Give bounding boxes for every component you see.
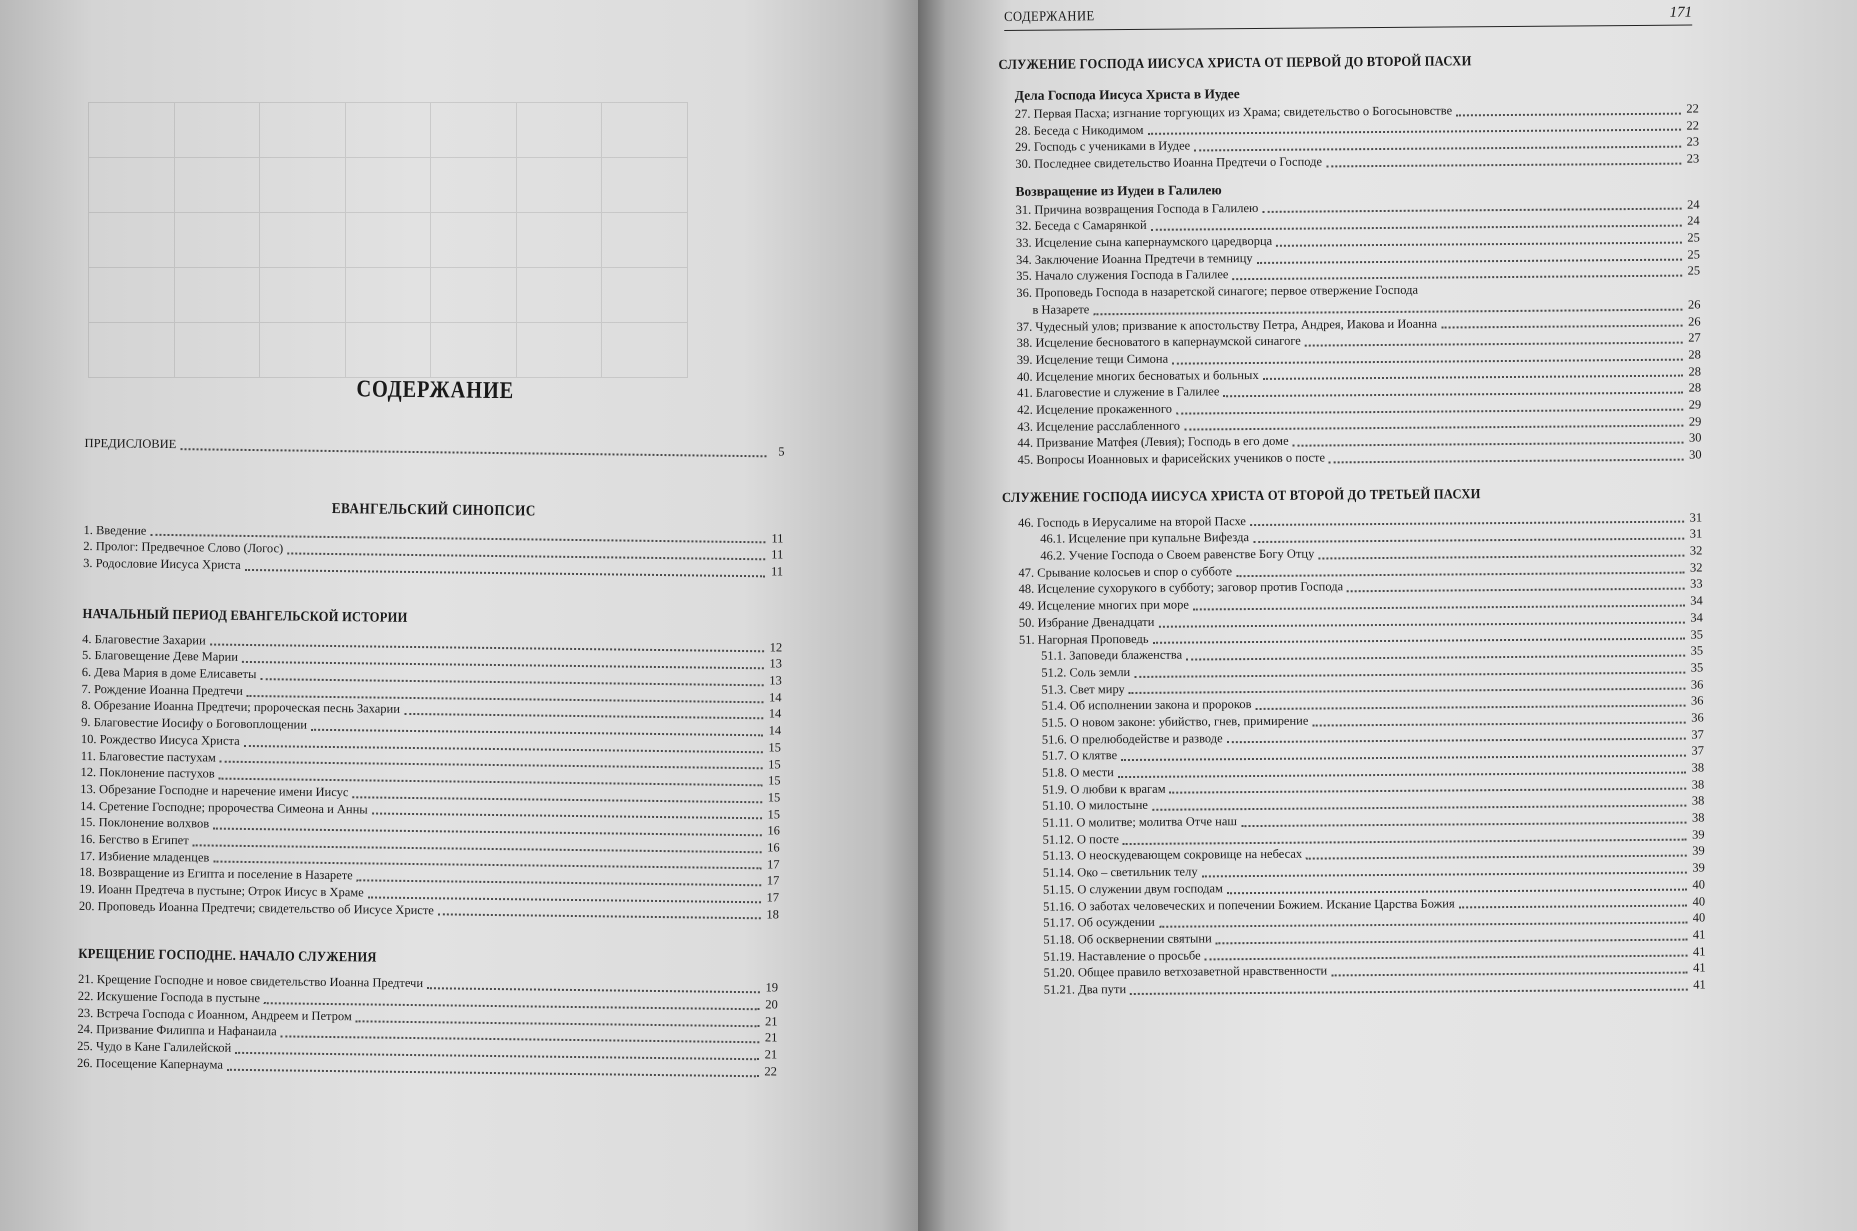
toc-entry-page: 36	[1690, 677, 1704, 692]
toc-list	[1015, 100, 1700, 172]
toc-entry-label-continued: в Назарете	[1032, 302, 1090, 317]
section-title: КРЕЩЕНИЕ ГОСПОДНЕ. НАЧАЛО СЛУЖЕНИЯ	[78, 947, 377, 967]
section-title: НАЧАЛЬНЫЙ ПЕРИОД ЕВАНГЕЛЬСКОЙ ИСТОРИИ	[82, 606, 408, 626]
toc-entry-label: 51.10. О милостыне	[1042, 798, 1148, 814]
toc-entry-page: 21	[764, 1047, 778, 1062]
toc-entry-page: 14	[768, 723, 782, 738]
toc-entry-label: 51.18. Об осквернении святыни	[1043, 931, 1212, 947]
running-head-title: СОДЕРЖАНИЕ	[1004, 9, 1095, 25]
toc-entry-page: 39	[1692, 843, 1705, 859]
toc-entry-label: 3. Родословие Иисуса Христа	[83, 556, 241, 572]
toc-entry-label: 30. Последнее свидетельство Иоанна Предтечи о Господе	[1015, 154, 1323, 171]
toc-entry-label: 46.1. Исцеление при купальне Вифезда	[1040, 530, 1250, 547]
toc-entry-label: 51.7. О клятве	[1041, 748, 1118, 764]
section-title: ЕВАНГЕЛЬСКИЙ СИНОПСИС	[331, 500, 536, 520]
toc-entry-page: 17	[766, 873, 780, 888]
left-page	[0, 0, 928, 1231]
toc-entry-page: 22	[1686, 118, 1700, 133]
toc-entry-label: 51.2. Соль земли	[1041, 664, 1131, 680]
toc-entry-label: 5. Благовещение Деве Марии	[81, 648, 239, 665]
toc-entry-label: 44. Призвание Матфея (Левия); Господь в его доме	[1017, 434, 1289, 451]
toc-entry-page: 27	[1688, 330, 1701, 345]
toc-entry-label: 19. Иоанн Предтеча в пустыне; Отрок Иисус в Храме	[79, 881, 364, 900]
toc-entry-page: 37	[1691, 743, 1704, 758]
toc-entry-page: 37	[1691, 727, 1704, 742]
toc-entry-label: 51.8. О мести	[1042, 765, 1114, 780]
toc-entry-page: 34	[1690, 610, 1703, 625]
toc-entry-label: 2. Пролог: Предвечное Слово (Логос)	[83, 539, 284, 556]
toc-entry-label: 49. Исцеление многих при море	[1018, 597, 1189, 614]
toc-entry-page: 39	[1692, 860, 1705, 875]
toc-entry-page: 16	[767, 840, 780, 855]
toc-list	[1018, 509, 1706, 998]
leader-dots	[1306, 855, 1687, 860]
toc-entry-label: 47. Срывание колосьев и спор о субботе	[1018, 563, 1233, 580]
toc-entry-label: 50. Избрание Двенадцати	[1018, 614, 1155, 630]
toc-entry-label: 51.14. Око – светильник телу	[1042, 864, 1198, 880]
left-toc	[77, 0, 790, 1080]
toc-entry-label: 39. Исцеление тещи Симона	[1016, 351, 1169, 367]
leader-dots	[1312, 721, 1685, 726]
toc-entry-label: 35. Начало служения Господа в Галилее	[1016, 267, 1229, 284]
toc-entry-page: 33	[1690, 576, 1703, 592]
toc-entry-label: 51.13. О неоскудевающем сокровище на небесах	[1042, 847, 1303, 864]
toc-entry-label: 17. Избиение младенцев	[79, 848, 210, 865]
toc-entry-label: 51.12. О посте	[1042, 831, 1119, 847]
leader-dots	[1276, 241, 1682, 246]
toc-entry-page: 15	[768, 756, 781, 772]
toc-entry-page: 38	[1691, 777, 1705, 792]
toc-entry-page: 34	[1690, 593, 1703, 608]
toc-entry-page: 31	[1689, 526, 1703, 542]
toc-entry[interactable]	[84, 435, 784, 460]
toc-entry-page: 17	[766, 857, 780, 872]
toc-entry-page: 23	[1686, 151, 1700, 166]
toc-entry-label: 38. Исцеление бесноватого в капернаумской синагоге	[1016, 333, 1301, 351]
toc-entry-label: 51.20. Общее правило ветхозаветной нравственности	[1043, 963, 1328, 980]
leader-dots	[227, 1068, 759, 1077]
toc-entry-label: 18. Возвращение из Египта и поселение в Назарете	[79, 865, 353, 883]
leader-dots	[1293, 442, 1684, 447]
toc-entry-page: 13	[769, 673, 782, 688]
toc-entry-page: 15	[767, 773, 781, 788]
toc-entry-label: 45. Вопросы Иоанновых и фарисейских учеников о посте	[1017, 450, 1326, 467]
right-toc	[998, 0, 1706, 999]
toc-entry-label: 43. Исцеление расслабленного	[1017, 418, 1181, 434]
leader-dots	[1347, 588, 1685, 593]
toc-entry-page: 28	[1688, 364, 1701, 379]
toc-entry-page: 25	[1687, 230, 1700, 245]
toc-entry-page: 40	[1692, 894, 1706, 909]
toc-entry-page: 22	[1686, 101, 1699, 116]
toc-entry-page: 40	[1692, 910, 1706, 925]
toc-entry-page: 35	[1690, 643, 1704, 658]
toc-entry-label: 37. Чудесный улов; призвание к апостольству Петра, Андрея, Иакова и Иоанна	[1016, 316, 1438, 334]
toc-entry-label: 51.4. Об исполнении закона и пророков	[1041, 697, 1252, 713]
toc-entry-page: 35	[1690, 627, 1704, 642]
toc-entry-page: 40	[1692, 877, 1706, 892]
toc-entry-label: 12. Поклонение пастухов	[80, 765, 215, 781]
toc-entry-label: 21. Крещение Господне и новое свидетельство Иоанна Предтечи	[77, 972, 424, 991]
toc-entry-page: 20	[765, 997, 778, 1012]
leader-dots	[1331, 972, 1687, 977]
toc-entry-page: 21	[764, 1030, 778, 1045]
leader-dots	[1130, 988, 1688, 994]
toc-entry-page: 32	[1689, 543, 1703, 558]
leader-dots	[1329, 458, 1684, 463]
toc-entry-page: 32	[1689, 560, 1703, 575]
subsection-title: Возвращение из Иудеи в Галилею	[1015, 181, 1222, 199]
toc-entry-page: 11	[771, 547, 784, 562]
toc-entry-page: 26	[1687, 297, 1701, 312]
toc-entry-label: 16. Бегство в Египет	[79, 831, 189, 848]
toc-entry-page: 24	[1687, 197, 1700, 212]
toc-entry-page: 12	[769, 640, 783, 655]
toc-entry-page: 21	[764, 1014, 778, 1029]
toc-entry-page: 14	[768, 690, 782, 705]
toc-entry-page: 23	[1686, 134, 1700, 149]
page-title: СОДЕРЖАНИЕ	[356, 376, 515, 405]
toc-list	[79, 631, 782, 923]
leader-dots	[1318, 554, 1684, 559]
toc-entry-label: 33. Исцеление сына капернаумского царедворца	[1015, 233, 1273, 250]
toc-entry-label: 51.3. Свет миру	[1041, 681, 1125, 697]
toc-entry-label: 26. Посещение Капернаума	[76, 1055, 224, 1072]
leader-dots	[1459, 905, 1687, 909]
toc-entry-label: 51.16. О заботах человеческих и попечении Божием. Искание Царства Божия	[1043, 895, 1455, 914]
toc-entry-page: 36	[1690, 693, 1704, 708]
toc-list	[83, 522, 784, 581]
toc-entry-label: 41. Благовестие и служение в Галилее	[1017, 384, 1220, 401]
toc-entry-page: 36	[1691, 710, 1704, 725]
section-title: СЛУЖЕНИЕ ГОСПОДА ИИСУСА ХРИСТА ОТ ВТОРОЙ ДО ТРЕТЬЕЙ ПАСХИ	[1001, 486, 1481, 506]
toc-entry-label: 24. Призвание Филиппа и Нафанаила	[77, 1022, 277, 1039]
toc-entry-page: 24	[1687, 213, 1700, 229]
toc-entry-label: 23. Встреча Господа с Иоанном, Андреем и Петром	[77, 1005, 352, 1024]
leader-dots	[1305, 342, 1683, 347]
toc-entry-label: 11. Благовестие пастухам	[80, 748, 216, 765]
toc-entry-label: 48. Исцеление сухорукого в субботу; заговор против Господа	[1018, 579, 1344, 597]
toc-entry-page: 31	[1689, 510, 1703, 525]
toc-entry-label: 7. Рождение Иоанна Предтечи	[81, 681, 243, 698]
toc-entry-label: 27. Первая Пасха; изгнание торгующих из Храма; свидетельство о Богосыновстве	[1014, 103, 1453, 121]
right-page	[918, 0, 1857, 1231]
page-number: 171	[1669, 4, 1693, 21]
toc-entry-label: 51.9. О любви к врагам	[1042, 781, 1166, 797]
toc-entry-label: 15. Поклонение волхвов	[79, 815, 210, 831]
toc-list	[77, 971, 778, 1080]
leader-dots	[438, 914, 761, 920]
toc-entry-page: 25	[1687, 247, 1701, 262]
leader-dots	[180, 448, 766, 457]
toc-entry-page: 39	[1692, 827, 1705, 842]
toc-entry-label: 51.15. О служении двум господам	[1042, 881, 1223, 897]
toc-entry-label: 32. Беседа с Самарянкой	[1015, 218, 1147, 234]
toc-entry-page: 5	[778, 444, 785, 459]
toc-entry-page: 26	[1687, 314, 1701, 329]
preface-list	[84, 435, 784, 460]
toc-entry-label: 9. Благовестие Иосифу о Боговоплощении	[81, 715, 308, 732]
leader-dots	[1441, 325, 1682, 329]
toc-entry-label: 8. Обрезание Иоанна Предтечи; пророческая песнь Захарии	[81, 698, 401, 717]
leader-dots	[1456, 112, 1681, 116]
toc-entry-page: 15	[767, 790, 781, 805]
toc-entry-page: 18	[766, 907, 779, 922]
toc-entry-label: 51.17. Об осуждении	[1043, 915, 1155, 930]
toc-entry-label: 36. Проповедь Господа в назаретской синагоге; первое отвержение Господа	[1016, 282, 1419, 301]
toc-entry-page: 22	[764, 1064, 778, 1079]
toc-entry-label: 13. Обрезание Господне и наречение имени Иисус	[80, 781, 349, 800]
leader-dots	[1326, 162, 1681, 167]
toc-entry-page: 41	[1692, 944, 1706, 959]
toc-entry[interactable]	[1016, 280, 1700, 319]
toc-entry-page: 38	[1691, 760, 1705, 775]
toc-entry-page: 41	[1692, 927, 1706, 942]
toc-entry-page: 38	[1691, 810, 1705, 825]
section-title: СЛУЖЕНИЕ ГОСПОДА ИИСУСА ХРИСТА ОТ ПЕРВОЙ ДО ВТОРОЙ ПАСХИ	[998, 54, 1472, 73]
toc-entry-label: 29. Господь с учениками в Иудее	[1015, 138, 1191, 155]
toc-entry-label: 28. Беседа с Никодимом	[1014, 122, 1144, 138]
toc-entry-label: 14. Сретение Господне; пророчества Симеона и Анны	[80, 798, 368, 817]
toc-entry-label: 51.1. Заповеди блаженства	[1041, 647, 1183, 663]
toc-entry-page: 41	[1693, 960, 1706, 975]
toc-entry-label: 22. Искушение Господа в пустыне	[77, 989, 261, 1006]
toc-entry-label: 51.11. О молитве; молитва Отче наш	[1042, 814, 1238, 830]
toc-entry-label: ПРЕДИСЛОВИЕ	[84, 435, 177, 452]
toc-entry-page: 19	[765, 980, 779, 995]
toc-entry-label: 6. Дева Мария в доме Елисаветы	[81, 665, 257, 682]
toc-entry-page: 30	[1688, 430, 1702, 445]
toc-entry-label: 42. Исцеление прокаженного	[1017, 401, 1173, 417]
toc-entry-label: 40. Исцеление многих бесноватых и больных	[1016, 367, 1259, 384]
toc-entry-label: 51.21. Два пути	[1043, 982, 1127, 997]
toc-entry-page: 41	[1693, 977, 1706, 992]
toc-entry-label: 51. Нагорная Проповедь	[1018, 631, 1149, 647]
toc-entry-label: 51.19. Наставление о просьбе	[1043, 948, 1201, 964]
toc-list	[1016, 196, 1702, 468]
toc-entry-page: 11	[770, 564, 784, 579]
toc-entry-label: 31. Причина возвращения Господа в Галилею	[1015, 200, 1259, 217]
subsection-title: Дела Господа Иисуса Христа в Иудее	[1014, 86, 1240, 103]
toc-entry-page: 38	[1691, 793, 1705, 808]
toc-entry-label: 10. Рождество Иисуса Христа	[80, 731, 240, 748]
toc-entry-label: 1. Введение	[83, 522, 147, 538]
toc-entry-label: 51.6. О прелюбодействе и разводе	[1041, 730, 1223, 747]
toc-entry-label: 25. Чудо в Кане Галилейской	[77, 1039, 232, 1055]
toc-entry-page: 35	[1690, 660, 1704, 675]
toc-entry-label: 46. Господь в Иерусалиме на второй Пасхе	[1018, 513, 1246, 530]
toc-entry-label: 34. Заключение Иоанна Предтечи в темницу	[1015, 250, 1253, 267]
toc-entry-label: 46.2. Учение Господа о Своем равенстве Богу Отцу	[1040, 546, 1315, 563]
toc-entry-page: 11	[771, 531, 784, 546]
toc-entry-page: 15	[767, 806, 781, 822]
toc-entry-label: 20. Проповедь Иоанна Предтечи; свидетельство об Иисусе Христе	[78, 898, 434, 918]
toc-entry-page: 25	[1687, 263, 1701, 279]
toc-entry-page: 14	[768, 706, 782, 721]
toc-entry-label: 51.5. О новом законе: убийство, гнев, примирение	[1041, 713, 1309, 730]
toc-entry-page: 28	[1688, 380, 1702, 395]
toc-entry-page: 30	[1689, 447, 1702, 462]
toc-entry-page: 17	[766, 890, 780, 905]
toc-entry-page: 29	[1688, 414, 1702, 429]
toc-entry-page: 29	[1688, 397, 1702, 412]
toc-entry-page: 13	[769, 656, 783, 671]
toc-entry-label: 4. Благовестие Захарии	[82, 631, 206, 648]
leader-dots	[245, 569, 765, 577]
toc-entry-page: 28	[1688, 347, 1701, 362]
toc-entry-page: 15	[768, 740, 782, 755]
toc-entry-page: 16	[767, 823, 780, 838]
